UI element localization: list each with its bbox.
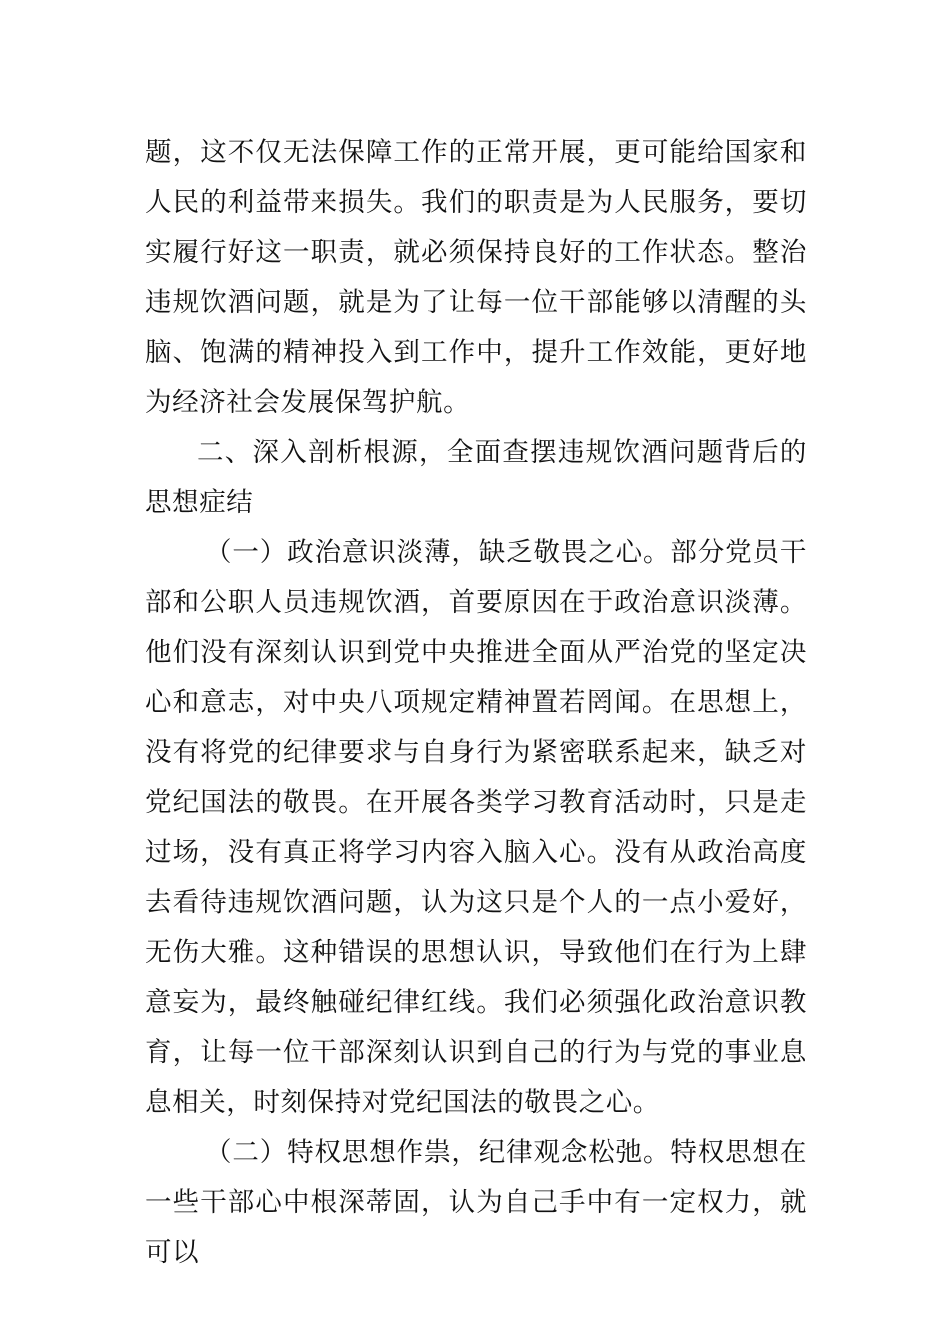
- section-heading: 二、深入剖析根源，全面查摆违规饮酒问题背后的思想症结: [145, 437, 807, 518]
- document-body: [145, 128, 807, 1278]
- paragraph-continued: 题，这不仅无法保障工作的正常开展，更可能给国家和人民的利益带来损失。我们的职责是为人民服务，要切实履行好这一职责，就必须保持良好的工作状态。整治违规饮酒问题，就是为了让每一位干部能够以清醒的头脑、饱满的精神投入到工作中，提升工作效能，更好地为经济社会发展保驾护航。: [145, 137, 807, 418]
- paragraph-subsection-1: （一）政治意识淡薄，缺乏敬畏之心。部分党员干部和公职人员违规饮酒，首要原因在于政治意识淡薄。他们没有深刻认识到党中央推进全面从严治党的坚定决心和意志，对中央八项规定精神置若罔闻。在思想上，没有将党的纪律要求与自身行为紧密联系起来，缺乏对党纪国法的敬畏。在开展各类学习教育活动时，只是走过场，没有真正将学习内容入脑入心。没有从政治高度去看待违规饮酒问题，认为这只是个人的一点小爱好，无伤大雅。这种错误的思想认识，导致他们在行为上肆意妄为，最终触碰纪律红线。我们必须强化政治意识教育，让每一位干部深刻认识到自己的行为与党的事业息息相关，时刻保持对党纪国法的敬畏之心。: [145, 537, 807, 1118]
- paragraph-subsection-2: （二）特权思想作祟，纪律观念松弛。特权思想在一些干部心中根深蒂固，认为自己手中有一定权力，就可以: [145, 1137, 807, 1268]
